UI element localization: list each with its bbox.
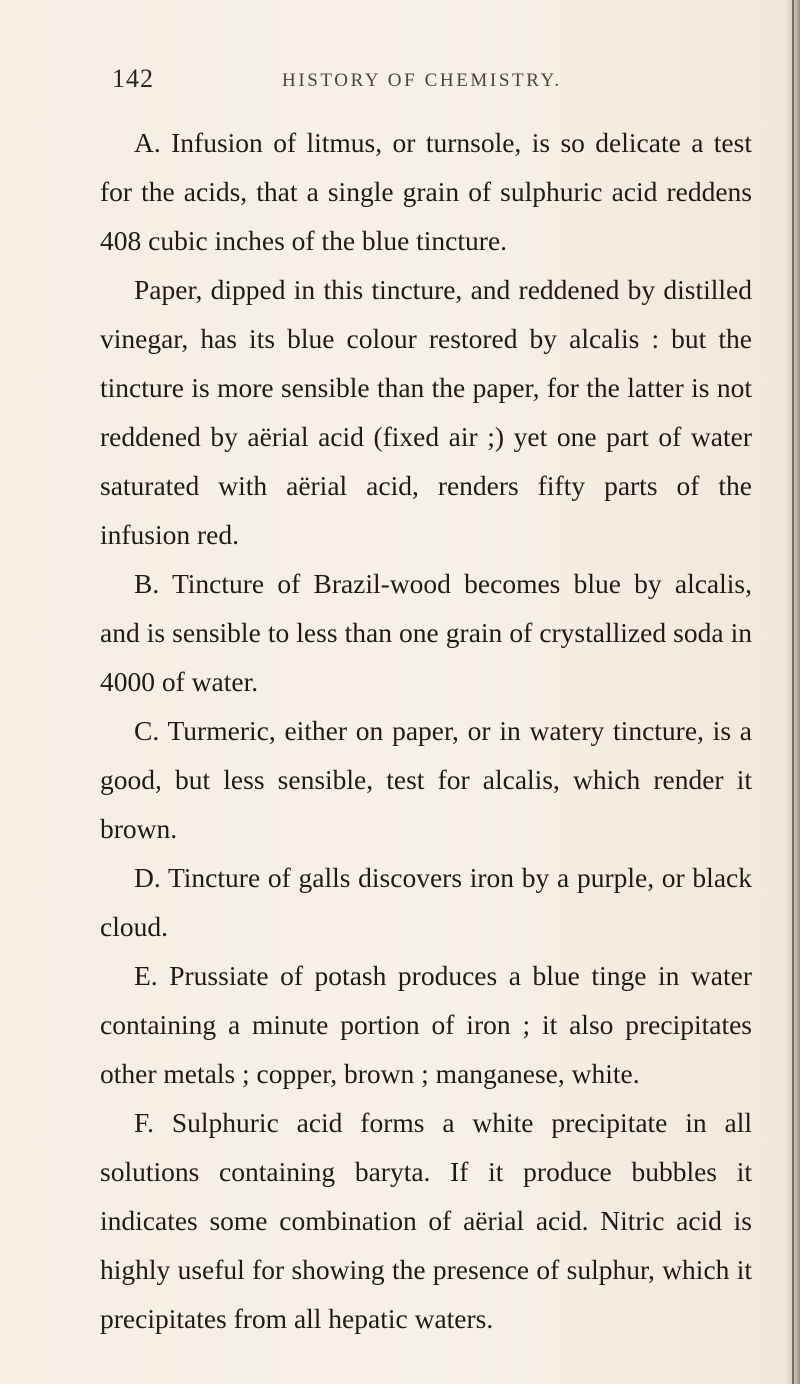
running-title: HISTORY OF CHEMISTRY.	[282, 70, 562, 91]
page-header	[112, 64, 762, 104]
paragraph-prussiate: E. Prussiate of potash produces a blue tinge in water containing a minute portion of iron ; it also precipitates other metals ; copper, brown ; manganese, white.	[100, 960, 752, 1089]
paragraph-brazil-wood: B. Tincture of Brazil-wood becomes blue by alcalis, and is sensible to less than one grain of crystallized soda in 4000 of water.	[100, 568, 752, 697]
page-edge-line	[792, 0, 794, 1384]
page-number: 142	[112, 64, 154, 93]
paragraph-turmeric: C. Turmeric, either on paper, or in watery tincture, is a good, but less sensible, test for alcalis, which render it brown.	[100, 715, 752, 844]
body-text	[100, 118, 752, 1343]
paragraph-paper: Paper, dipped in this tincture, and reddened by distilled vinegar, has its blue colour restored by alcalis : but the tincture is more sensible than the paper, for the latter is not reddened by aërial acid (fixed air ;) yet one part of water saturated with aërial acid, renders fifty parts of the infusion red.	[100, 274, 752, 550]
paragraph-litmus: A. Infusion of litmus, or turnsole, is so delicate a test for the acids, that a single grain of sulphuric acid reddens 408 cubic inches of the blue tincture.	[100, 127, 752, 256]
paragraph-sulphuric-acid: F. Sulphuric acid forms a white precipitate in all solutions containing baryta. If it produce bubbles it indicates some combination of aërial acid. Nitric acid is highly useful for showing the presence of sulphur, which it precipitates from all hepatic waters.	[100, 1107, 752, 1334]
paragraph-galls: D. Tincture of galls discovers iron by a purple, or black cloud.	[100, 862, 752, 942]
